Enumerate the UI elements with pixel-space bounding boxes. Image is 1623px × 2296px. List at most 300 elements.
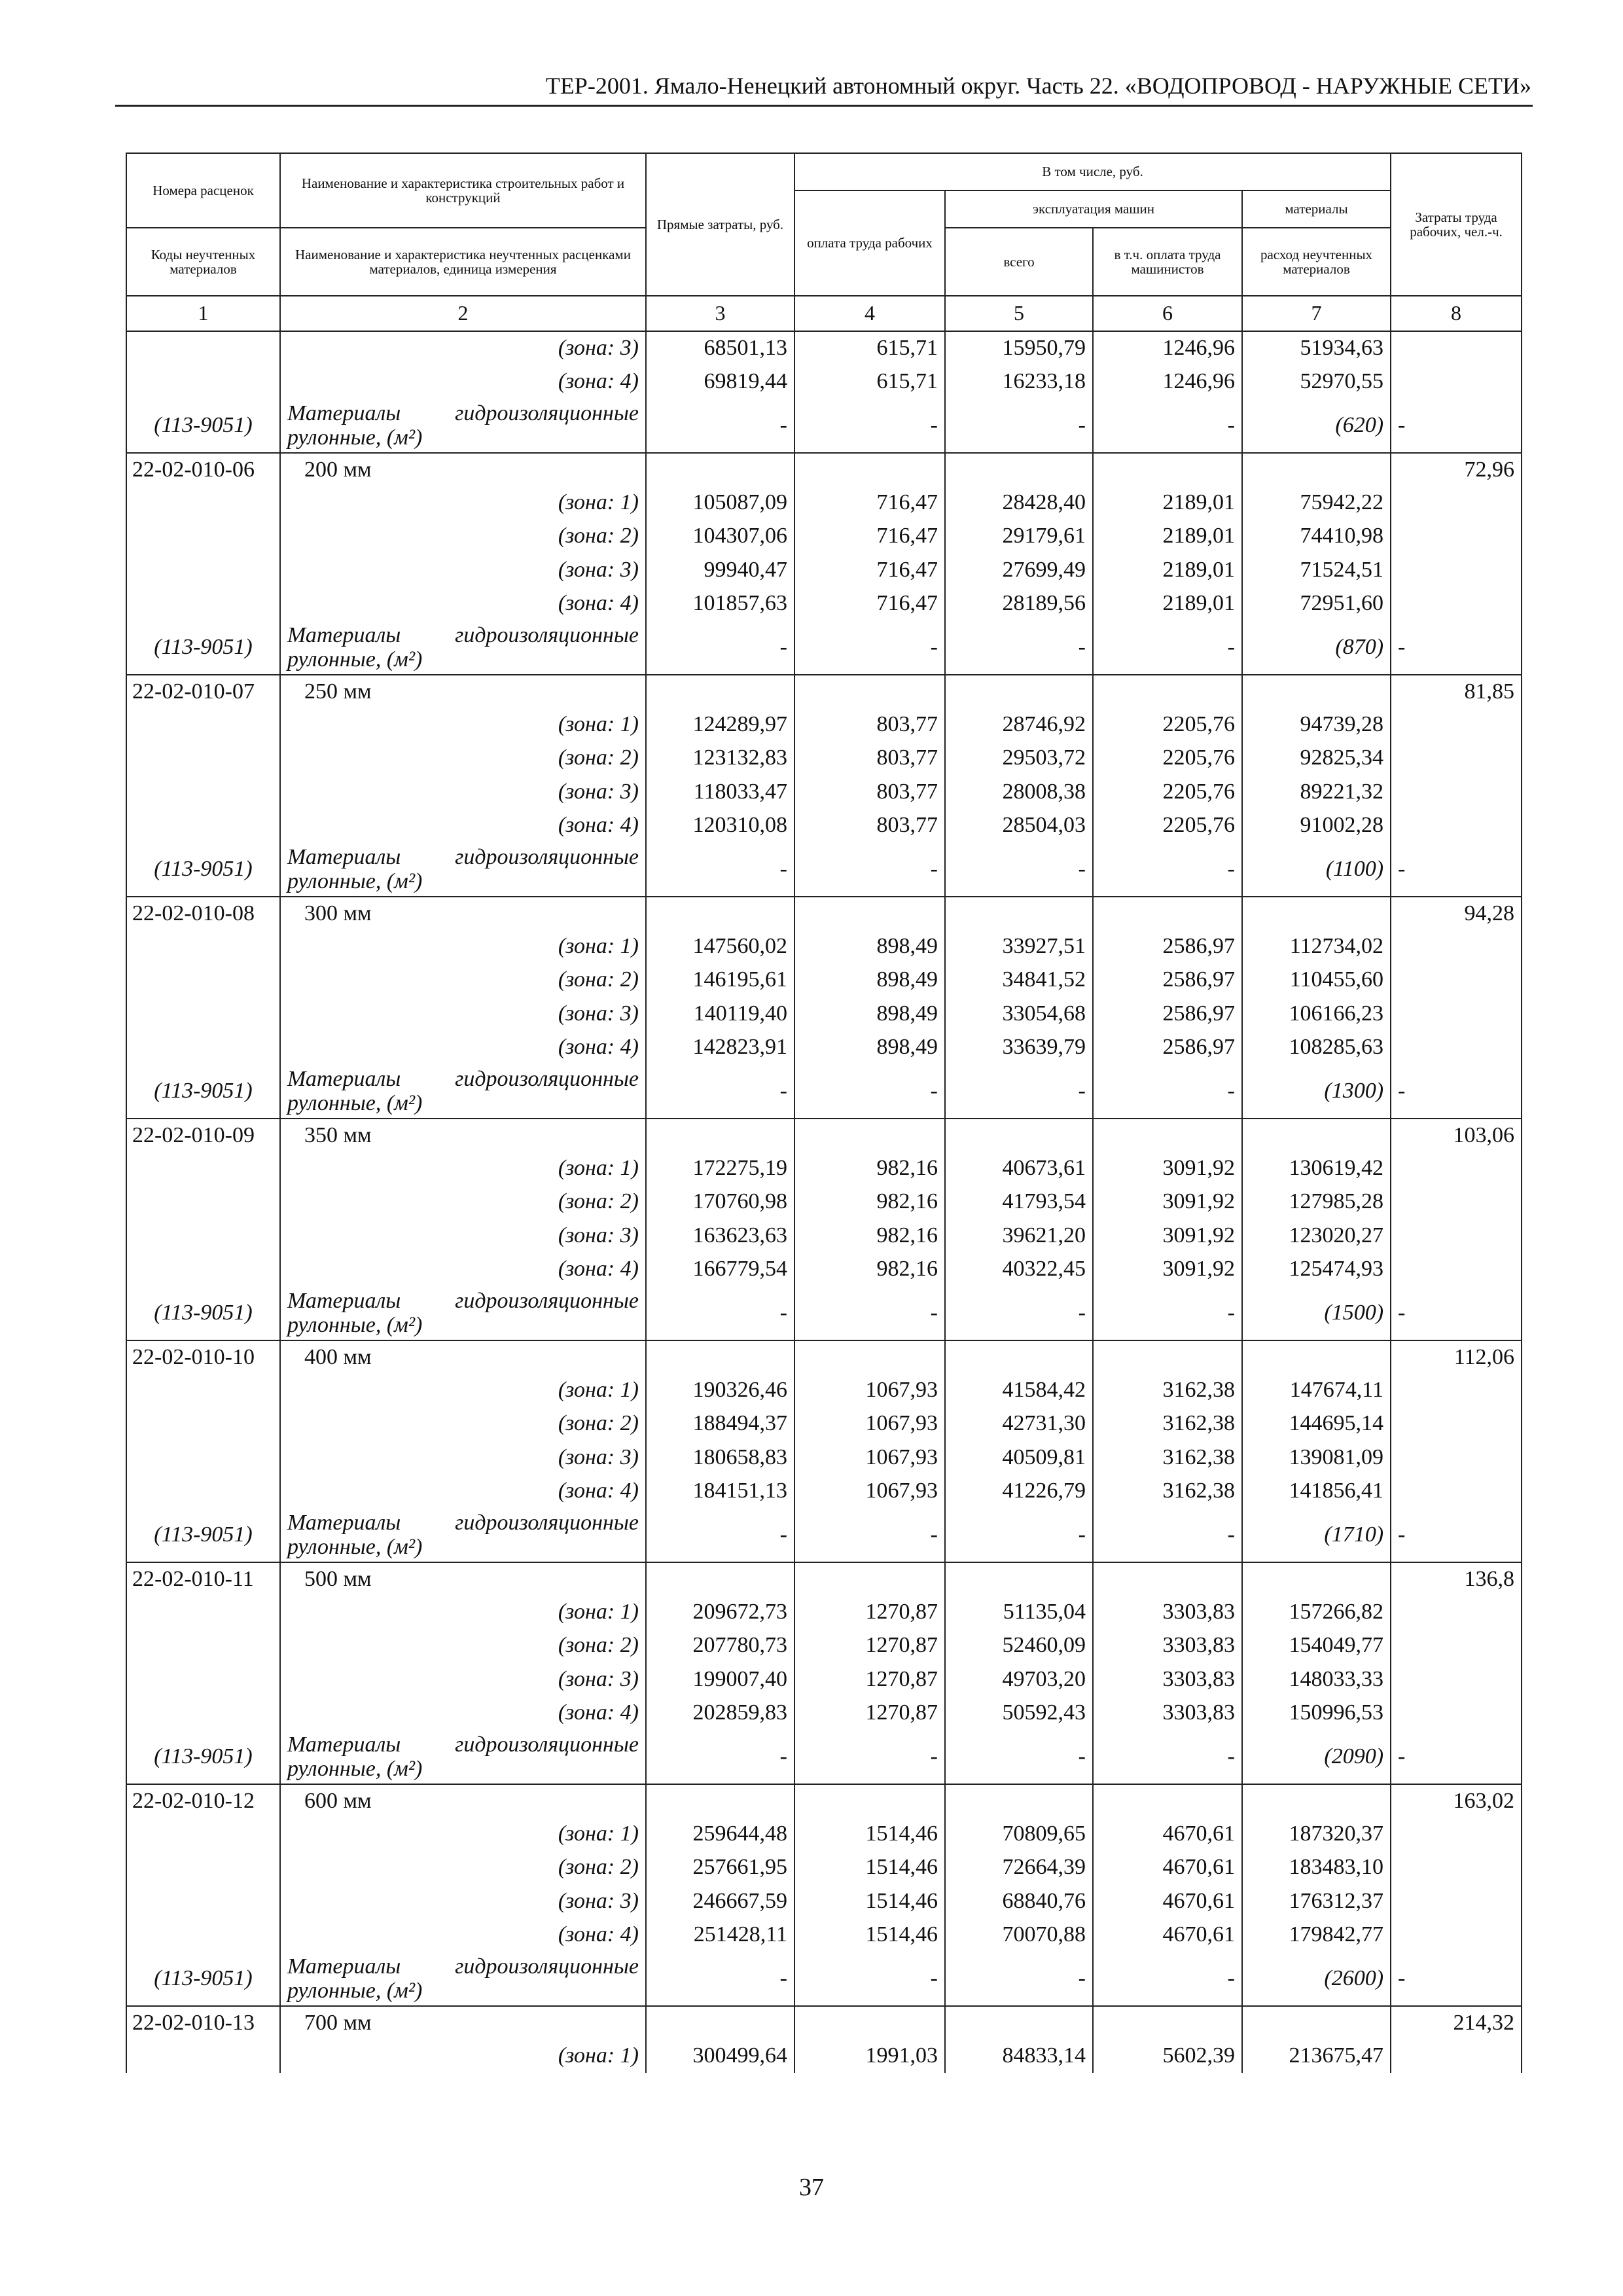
rate-code-cell [126,1185,280,1219]
operator-wages-value: 5602,39 [1093,2039,1242,2073]
labor-hours-cell [1391,1629,1522,1663]
direct-costs-cell [646,675,794,708]
material-name: Материалы гидроизоляционные рулонные, (м²) [280,842,646,897]
operator-wages-value: 3162,38 [1093,1441,1242,1475]
operator-wages-value: 3162,38 [1093,1373,1242,1407]
materials-cell [1242,1119,1391,1151]
rate-header-row [126,1784,1522,1817]
labor-hours-value: - [1391,842,1522,897]
direct-costs-cell [646,897,794,929]
direct-costs-value: 251428,11 [646,1918,794,1952]
worker-wages-value: 898,49 [794,963,945,997]
materials-cell [1242,2006,1391,2039]
direct-costs-value: 209672,73 [646,1595,794,1629]
zone-label: (зона: 2) [280,742,646,776]
labor-hours-cell [1391,365,1522,399]
materials-value: 154049,77 [1242,1629,1391,1663]
worker-wages-value: 1514,46 [794,1851,945,1885]
operator-wages-value: 2586,97 [1093,1031,1242,1065]
worker-wages-value: 716,47 [794,587,945,621]
zone-label: (зона: 3) [280,997,646,1031]
direct-costs-value: 257661,95 [646,1851,794,1885]
materials-cell [1242,1340,1391,1373]
material-code: (113-9051) [126,1064,280,1119]
material-quantity: (1500) [1242,1286,1391,1340]
direct-costs-value: 142823,91 [646,1031,794,1065]
labor-hours-cell [1391,331,1522,365]
machines-total-value: 16233,18 [945,365,1093,399]
direct-costs-value: 202859,83 [646,1696,794,1731]
column-number: 2 [280,296,646,331]
direct-costs-value: 166779,54 [646,1253,794,1287]
materials-value: 74410,98 [1242,520,1391,554]
rate-code-cell [126,1817,280,1851]
direct-costs-value: 190326,46 [646,1373,794,1407]
operator-wages-value: - [1093,1064,1242,1119]
worker-wages-value: 1514,46 [794,1884,945,1918]
machines-total-value: 41226,79 [945,1475,1093,1509]
zone-row [126,1151,1522,1185]
operator-wages-value: 3091,92 [1093,1219,1242,1253]
header-labor-hours: Затраты труда рабочих, чел.-ч. [1391,153,1522,296]
labor-hours-cell [1391,997,1522,1031]
worker-wages-cell [794,2006,945,2039]
rate-name: 600 мм [280,1784,646,1817]
operator-wages-value: 4670,61 [1093,1918,1242,1952]
rate-code-cell [126,1629,280,1663]
worker-wages-value: 1067,93 [794,1373,945,1407]
zone-label: (зона: 3) [280,1884,646,1918]
rate-code-cell [126,486,280,520]
operator-wages-value: 2189,01 [1093,486,1242,520]
worker-wages-cell [794,1784,945,1817]
header-worker-wages: оплата труда рабочих [794,190,945,296]
direct-costs-value: 140119,40 [646,997,794,1031]
machines-total-cell [945,1562,1093,1595]
header-operator-wages: в т.ч. оплата труда машинистов [1093,228,1242,296]
materials-value: 148033,33 [1242,1662,1391,1696]
operator-wages-value: 3091,92 [1093,1253,1242,1287]
direct-costs-value: 146195,61 [646,963,794,997]
operator-wages-value: 2586,97 [1093,963,1242,997]
machines-total-value: 42731,30 [945,1407,1093,1441]
worker-wages-value: 1514,46 [794,1918,945,1952]
worker-wages-value: 803,77 [794,775,945,809]
zone-label: (зона: 3) [280,775,646,809]
material-code: (113-9051) [126,620,280,675]
table-body [126,331,1522,2073]
zone-row [126,742,1522,776]
materials-value: 213675,47 [1242,2039,1391,2073]
direct-costs-value: 172275,19 [646,1151,794,1185]
zone-row [126,708,1522,742]
direct-costs-value: 300499,64 [646,2039,794,2073]
labor-hours-cell [1391,553,1522,587]
zone-row [126,553,1522,587]
material-quantity: (620) [1242,399,1391,453]
zone-row [126,929,1522,963]
direct-costs-value: 259644,48 [646,1817,794,1851]
rate-header-row [126,453,1522,486]
direct-costs-value: 246667,59 [646,1884,794,1918]
worker-wages-value: 1270,87 [794,1662,945,1696]
unaccounted-material-row [126,1730,1522,1784]
direct-costs-value: - [646,842,794,897]
labor-hours-value: 163,02 [1391,1784,1522,1817]
worker-wages-value: 898,49 [794,1031,945,1065]
header-machines-total: всего [945,228,1093,296]
machines-total-cell [945,1119,1093,1151]
direct-costs-cell [646,1562,794,1595]
operator-wages-value: 3303,83 [1093,1696,1242,1731]
rate-code-cell [126,775,280,809]
zone-row [126,1441,1522,1475]
worker-wages-value: - [794,1508,945,1562]
operator-wages-value: - [1093,1952,1242,2006]
zone-label: (зона: 4) [280,365,646,399]
zone-label: (зона: 1) [280,1373,646,1407]
machines-total-value: 70809,65 [945,1817,1093,1851]
column-number: 5 [945,296,1093,331]
operator-wages-value: 2586,97 [1093,929,1242,963]
zone-label: (зона: 3) [280,1219,646,1253]
rate-code-cell [126,331,280,365]
machines-total-cell [945,2006,1093,2039]
rate-name: 200 мм [280,453,646,486]
operator-wages-value: 1246,96 [1093,365,1242,399]
zone-label: (зона: 3) [280,1662,646,1696]
material-quantity: (2090) [1242,1730,1391,1784]
rate-code-cell [126,1253,280,1287]
labor-hours-value: 81,85 [1391,675,1522,708]
material-code: (113-9051) [126,1730,280,1784]
machines-total-value: 33927,51 [945,929,1093,963]
header-material-consumption: расход неучтенных материалов [1242,228,1391,296]
direct-costs-value: 124289,97 [646,708,794,742]
worker-wages-value: - [794,1952,945,2006]
zone-row [126,1696,1522,1731]
operator-wages-value: 4670,61 [1093,1817,1242,1851]
material-name: Материалы гидроизоляционные рулонные, (м²) [280,620,646,675]
zone-row [126,587,1522,621]
materials-value: 183483,10 [1242,1851,1391,1885]
operator-wages-value: 3303,83 [1093,1595,1242,1629]
material-quantity: (2600) [1242,1952,1391,2006]
direct-costs-cell [646,453,794,486]
column-number: 3 [646,296,794,331]
labor-hours-cell [1391,1441,1522,1475]
direct-costs-value: 147560,02 [646,929,794,963]
machines-total-value: - [945,1064,1093,1119]
direct-costs-value: 120310,08 [646,809,794,843]
zone-row [126,1407,1522,1441]
worker-wages-value: 982,16 [794,1253,945,1287]
labor-hours-value: - [1391,1064,1522,1119]
materials-value: 157266,82 [1242,1595,1391,1629]
machines-total-value: 29179,61 [945,520,1093,554]
direct-costs-cell [646,1119,794,1151]
header-direct-costs: Прямые затраты, руб. [646,153,794,296]
zone-label: (зона: 3) [280,1441,646,1475]
rate-code: 22-02-010-12 [126,1784,280,1817]
labor-hours-cell [1391,1151,1522,1185]
header-rate-numbers: Номера расценок [126,153,280,228]
labor-hours-cell [1391,1918,1522,1952]
unaccounted-material-row [126,620,1522,675]
header-material-codes: Коды неучтенных материалов [126,228,280,296]
machines-total-value: 28008,38 [945,775,1093,809]
machines-total-value: 33639,79 [945,1031,1093,1065]
materials-value: 179842,77 [1242,1918,1391,1952]
rate-code-cell [126,963,280,997]
unaccounted-material-row [126,1286,1522,1340]
zone-row [126,1817,1522,1851]
running-header: ТЕР-2001. Ямало-Ненецкий автономный округ. Часть 22. «ВОДОПРОВОД - НАРУЖНЫЕ СЕТИ» [545,73,1531,99]
materials-cell [1242,453,1391,486]
direct-costs-value: 69819,44 [646,365,794,399]
rate-code: 22-02-010-13 [126,2006,280,2039]
worker-wages-value: 803,77 [794,742,945,776]
machines-total-value: - [945,1508,1093,1562]
zone-label: (зона: 1) [280,708,646,742]
zone-row [126,1219,1522,1253]
operator-wages-value: 2205,76 [1093,775,1242,809]
operator-wages-cell [1093,1784,1242,1817]
worker-wages-value: 803,77 [794,708,945,742]
zone-row [126,775,1522,809]
rate-name: 400 мм [280,1340,646,1373]
rate-code-cell [126,553,280,587]
direct-costs-value: - [646,1286,794,1340]
machines-total-value: 15950,79 [945,331,1093,365]
column-number: 8 [1391,296,1522,331]
zone-row [126,963,1522,997]
direct-costs-value: - [646,399,794,453]
zone-row [126,1595,1522,1629]
labor-hours-value: - [1391,1952,1522,2006]
zone-label: (зона: 2) [280,1407,646,1441]
operator-wages-value: - [1093,1730,1242,1784]
operator-wages-value: 2205,76 [1093,742,1242,776]
materials-value: 141856,41 [1242,1475,1391,1509]
labor-hours-cell [1391,775,1522,809]
direct-costs-value: 123132,83 [646,742,794,776]
worker-wages-value: 1067,93 [794,1441,945,1475]
unaccounted-material-row [126,1064,1522,1119]
materials-value: 106166,23 [1242,997,1391,1031]
worker-wages-cell [794,1340,945,1373]
rate-code: 22-02-010-08 [126,897,280,929]
rate-name: 250 мм [280,675,646,708]
zone-row [126,486,1522,520]
materials-value: 92825,34 [1242,742,1391,776]
labor-hours-cell [1391,1253,1522,1287]
rate-code-cell [126,1441,280,1475]
rate-code-cell [126,1031,280,1065]
direct-costs-value: 180658,83 [646,1441,794,1475]
operator-wages-value: 4670,61 [1093,1884,1242,1918]
machines-total-value: 49703,20 [945,1662,1093,1696]
operator-wages-value: 3303,83 [1093,1662,1242,1696]
materials-value: 89221,32 [1242,775,1391,809]
direct-costs-value: 184151,13 [646,1475,794,1509]
worker-wages-value: - [794,399,945,453]
labor-hours-value: - [1391,399,1522,453]
labor-hours-value: - [1391,1730,1522,1784]
labor-hours-cell [1391,1595,1522,1629]
labor-hours-cell [1391,2039,1522,2073]
materials-value: 108285,63 [1242,1031,1391,1065]
zone-row [126,1918,1522,1952]
labor-hours-cell [1391,742,1522,776]
labor-hours-cell [1391,1185,1522,1219]
rate-code-cell [126,1475,280,1509]
worker-wages-value: 1067,93 [794,1407,945,1441]
zone-label: (зона: 2) [280,1629,646,1663]
operator-wages-value: - [1093,1286,1242,1340]
column-number: 4 [794,296,945,331]
rate-code-cell [126,809,280,843]
rate-header-row [126,2006,1522,2039]
zone-label: (зона: 4) [280,1696,646,1731]
machines-total-value: 34841,52 [945,963,1093,997]
rate-code-cell [126,587,280,621]
column-numbers-row [126,296,1522,331]
machines-total-cell [945,1340,1093,1373]
machines-total-value: 52460,09 [945,1629,1093,1663]
labor-hours-cell [1391,708,1522,742]
materials-cell [1242,897,1391,929]
machines-total-value: - [945,1730,1093,1784]
rate-code-cell [126,1884,280,1918]
zone-row [126,1373,1522,1407]
zone-row [126,365,1522,399]
machines-total-value: 28504,03 [945,809,1093,843]
materials-value: 51934,63 [1242,331,1391,365]
rate-code: 22-02-010-10 [126,1340,280,1373]
header-including: В том числе, руб. [794,153,1391,190]
labor-hours-value: 72,96 [1391,453,1522,486]
rate-code-cell [126,520,280,554]
worker-wages-value: - [794,1064,945,1119]
labor-hours-cell [1391,1219,1522,1253]
operator-wages-value: 3162,38 [1093,1407,1242,1441]
operator-wages-cell [1093,675,1242,708]
rate-code-cell [126,1219,280,1253]
zone-label: (зона: 1) [280,486,646,520]
direct-costs-cell [646,1340,794,1373]
worker-wages-value: 716,47 [794,520,945,554]
operator-wages-value: 4670,61 [1093,1851,1242,1885]
direct-costs-value: 101857,63 [646,587,794,621]
zone-row [126,1253,1522,1287]
worker-wages-value: 1514,46 [794,1817,945,1851]
machines-total-value: 68840,76 [945,1884,1093,1918]
page-number: 37 [799,2174,824,2201]
zone-row [126,1662,1522,1696]
labor-hours-cell [1391,1884,1522,1918]
worker-wages-cell [794,675,945,708]
machines-total-value: 41793,54 [945,1185,1093,1219]
operator-wages-value: 3091,92 [1093,1185,1242,1219]
materials-cell [1242,1784,1391,1817]
operator-wages-value: 2205,76 [1093,809,1242,843]
labor-hours-cell [1391,587,1522,621]
zone-label: (зона: 3) [280,553,646,587]
rates-table [126,152,1522,2073]
labor-hours-cell [1391,1662,1522,1696]
worker-wages-value: 1270,87 [794,1595,945,1629]
worker-wages-cell [794,453,945,486]
labor-hours-value: - [1391,620,1522,675]
materials-value: 150996,53 [1242,1696,1391,1731]
direct-costs-value: - [646,1508,794,1562]
worker-wages-value: 615,71 [794,365,945,399]
machines-total-cell [945,897,1093,929]
operator-wages-cell [1093,1340,1242,1373]
direct-costs-value: 118033,47 [646,775,794,809]
zone-row [126,1629,1522,1663]
machines-total-value: - [945,1952,1093,2006]
rate-code-cell [126,1595,280,1629]
machines-total-value: 27699,49 [945,553,1093,587]
operator-wages-value: 1246,96 [1093,331,1242,365]
header-materials: материалы [1242,190,1391,228]
machines-total-value: 41584,42 [945,1373,1093,1407]
labor-hours-value: - [1391,1508,1522,1562]
unaccounted-material-row [126,842,1522,897]
machines-total-value: 40673,61 [945,1151,1093,1185]
operator-wages-cell [1093,1562,1242,1595]
materials-value: 187320,37 [1242,1817,1391,1851]
zone-row [126,809,1522,843]
machines-total-value: - [945,1286,1093,1340]
direct-costs-value: - [646,1952,794,2006]
zone-label: (зона: 2) [280,1185,646,1219]
materials-value: 91002,28 [1242,809,1391,843]
labor-hours-value: - [1391,1286,1522,1340]
materials-value: 125474,93 [1242,1253,1391,1287]
machines-total-value: 50592,43 [945,1696,1093,1731]
labor-hours-cell [1391,520,1522,554]
worker-wages-value: 1270,87 [794,1629,945,1663]
rate-code-cell [126,1151,280,1185]
zone-label: (зона: 2) [280,1851,646,1885]
material-name: Материалы гидроизоляционные рулонные, (м²) [280,1508,646,1562]
rate-code-cell [126,2039,280,2073]
labor-hours-cell [1391,963,1522,997]
direct-costs-value: 163623,63 [646,1219,794,1253]
labor-hours-value: 214,32 [1391,2006,1522,2039]
worker-wages-cell [794,1119,945,1151]
worker-wages-value: 898,49 [794,929,945,963]
worker-wages-value: - [794,1286,945,1340]
machines-total-value: 28189,56 [945,587,1093,621]
rate-header-row [126,1562,1522,1595]
rate-name: 350 мм [280,1119,646,1151]
material-quantity: (870) [1242,620,1391,675]
unaccounted-material-row [126,1952,1522,2006]
rate-code-cell [126,1373,280,1407]
zone-label: (зона: 2) [280,963,646,997]
zone-row [126,520,1522,554]
operator-wages-cell [1093,453,1242,486]
worker-wages-value: 716,47 [794,486,945,520]
header-rule [115,105,1533,107]
labor-hours-cell [1391,1031,1522,1065]
direct-costs-value: 207780,73 [646,1629,794,1663]
worker-wages-value: 982,16 [794,1151,945,1185]
